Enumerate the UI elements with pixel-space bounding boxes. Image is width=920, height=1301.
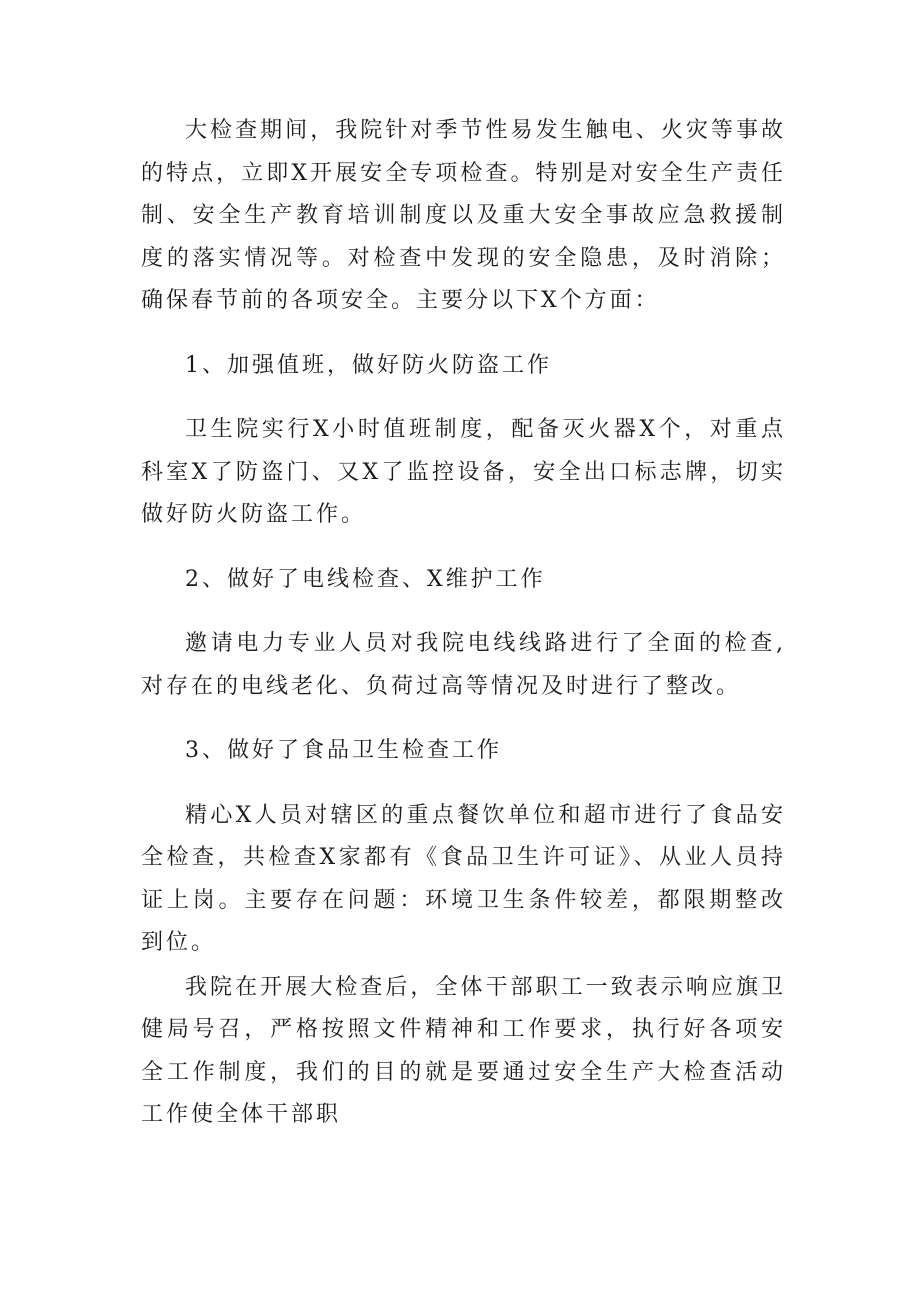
intro-paragraph: 大检查期间，我院针对季节性易发生触电、火灾等事故的特点，立即X开展安全专项检查。特别是对安全生产责任制、安全生产教育培训制度以及重大安全事故应急救援制度的落实情况等。对检查中发现的安全隐患，及时消除；确保春节前的各项安全。主要分以下X个方面： <box>141 118 786 313</box>
section-2-paragraph: 邀请电力专业人员对我院电线线路进行了全面的检查,对存在的电线老化、负荷过高等情况及时进行了整改。 <box>141 631 786 699</box>
section-heading-1: 1、加强值班，做好防火防盗工作 <box>185 352 552 378</box>
section-heading-3: 3、做好了食品卫生检查工作 <box>185 738 502 763</box>
section-3-paragraph: 精心X人员对辖区的重点餐饮单位和超市进行了食品安全检查，共检查X家都有《食品卫生许可证》、从业人员持证上岗。主要存在问题：环境卫生条件较差，都限期整改到位。 <box>141 802 786 955</box>
closing-paragraph: 我院在开展大检查后，全体干部职工一致表示响应旗卫健局号召，严格按照文件精神和工作要求，执行好各项安全工作制度，我们的目的就是要通过安全生产大检查活动工作使全体干部职 <box>141 974 786 1127</box>
section-heading-2: 2、做好了电线检查、X维护工作 <box>185 566 546 592</box>
document-body <box>141 110 786 1137</box>
section-1-paragraph: 卫生院实行X小时值班制度，配备灭火器X个，对重点科室X了防盗门、又X了监控设备，安全出口标志牌，切实做好防火防盗工作。 <box>141 417 786 527</box>
